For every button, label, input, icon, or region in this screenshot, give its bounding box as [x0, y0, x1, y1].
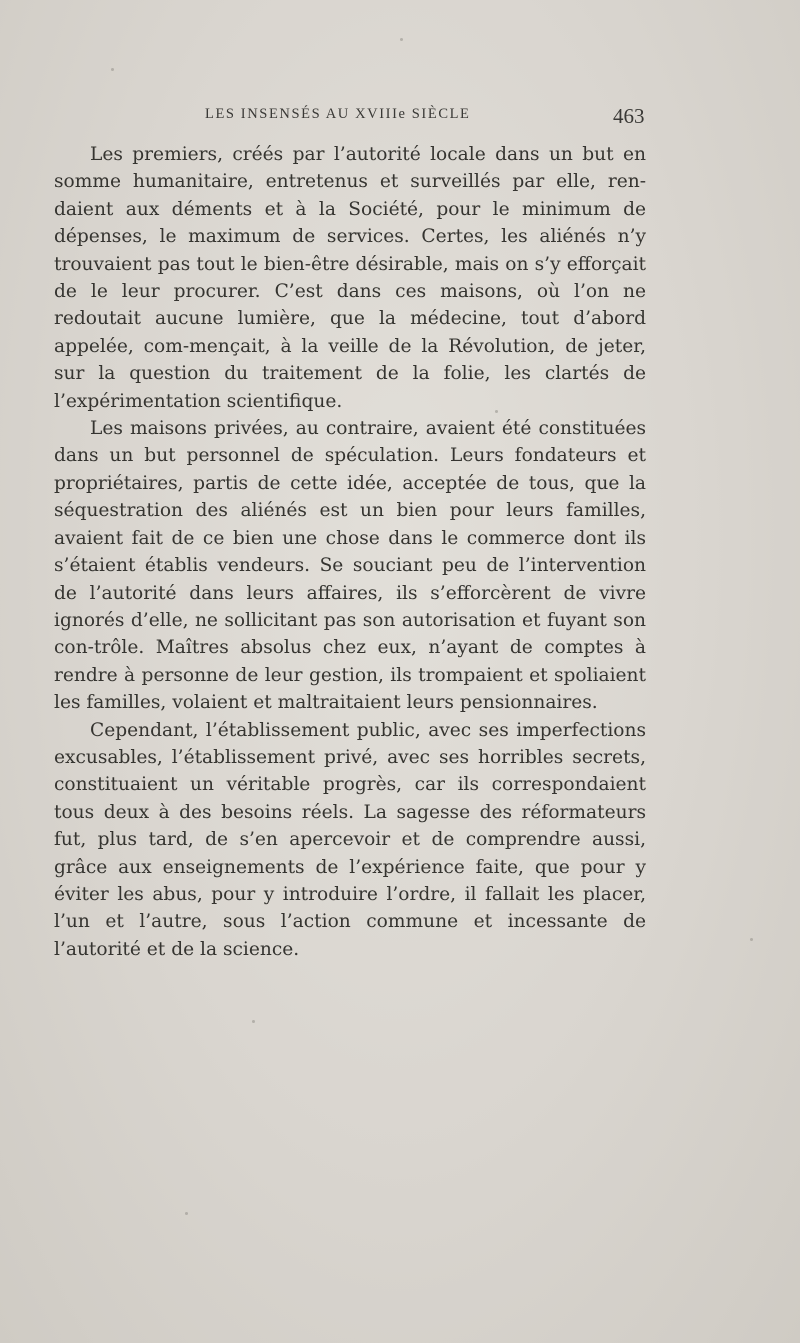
paper-speck [111, 68, 114, 71]
paragraph-private-houses: Les maisons privées, au contraire, avaient été constituées dans un but personnel de spéculation. Leurs fondateurs et propriétaires, partis de cette idée, acceptée de tous, que la séquestration des aliénés est un bien pour leurs familles, avaient fait de ce bien une chose dans le commerce dont ils s’étaient établis vendeurs. Se souciant peu de l’intervention de l’autorité dans leurs affaires, ils s’efforcèrent de vivre ignorés d’elle, ne sollicitant pas son autorisation et fuyant son con-trôle. Maîtres absolus chez eux, n’ayant de comptes à rendre à personne de leur gestion, ils trompaient et spoliaient les familles, volaient et maltraitaient leurs pensionnaires. [54, 418, 646, 714]
page-number: 463 [613, 104, 645, 128]
paragraph-reformers-conclusion: Cependant, l’établissement public, avec ses imperfections excusables, l’établissement privé, avec ses horribles secrets, constituaient un véritable progrès, car ils correspondaient tous deux à des besoins réels. La sagesse des réformateurs fut, plus tard, de s’en apercevoir et de comprendre aussi, grâce aux enseignements de l’expérience faite, que pour y éviter les abus, pour y introduire l’ordre, il fallait les placer, l’un et l’autre, sous l’action commune et incessante de l’autorité et de la science. [54, 719, 646, 960]
paragraph-public-establishments: Les premiers, créés par l’autorité locale dans un but en somme humanitaire, entretenus et surveillés par elle, ren-daient aux déments et à la Société, pour le minimum de dépenses, le maximum de services. Certes, les aliénés n’y trouvaient pas tout le bien-être désirable, mais on s’y efforçait de le leur procurer. C’est dans ces maisons, où l’on ne redoutait aucune lumière, que la médecine, tout d’abord appelée, com-mençait, à la veille de la Révolution, de jeter, sur la question du traitement de la folie, les clartés de l’expérimentation scientifique. [54, 144, 646, 412]
paper-speck [400, 38, 403, 41]
paper-speck [185, 1212, 188, 1215]
paper-speck [750, 938, 753, 941]
running-title: LES INSENSÉS AU XVIIIe SIÈCLE [205, 106, 471, 122]
paper-speck [252, 1020, 255, 1023]
running-head [0, 104, 800, 128]
paper-speck [495, 410, 498, 413]
body-text [54, 141, 646, 963]
